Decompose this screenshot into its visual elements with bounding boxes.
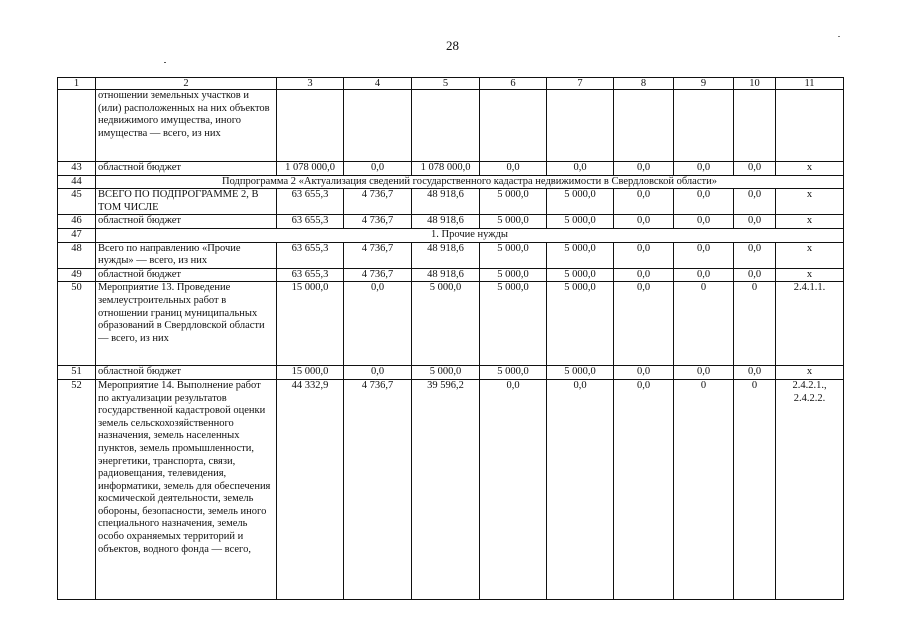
row-label: Всего по направлению «Прочие нужды» — всего, из них [96, 242, 277, 268]
table-row [58, 282, 844, 366]
column-header-11: 11 [776, 78, 844, 90]
cell-col-10: 0 [734, 379, 776, 599]
cell-col-5: 48 918,6 [412, 242, 480, 268]
table-row [58, 242, 844, 268]
cell-col-5: 39 596,2 [412, 379, 480, 599]
row-number: 44 [58, 175, 96, 189]
cell-col-9: 0,0 [674, 215, 734, 229]
cell-col-3: 63 655,3 [277, 268, 344, 282]
cell-col-8: 0,0 [614, 366, 674, 380]
cell-col-11: х [776, 242, 844, 268]
cell-col-9: 0 [674, 282, 734, 366]
cell-col-9: 0,0 [674, 162, 734, 176]
cell-col-7: 5 000,0 [547, 268, 614, 282]
cell-col-11 [776, 90, 844, 162]
cell-col-9: 0,0 [674, 189, 734, 215]
cell-col-9: 0,0 [674, 366, 734, 380]
cell-col-7: 5 000,0 [547, 242, 614, 268]
cell-col-3: 63 655,3 [277, 242, 344, 268]
section-row [58, 175, 844, 189]
cell-col-6: 5 000,0 [480, 242, 547, 268]
cell-col-7: 0,0 [547, 379, 614, 599]
column-header-9: 9 [674, 78, 734, 90]
row-label: областной бюджет [96, 162, 277, 176]
cell-col-4: 4 736,7 [344, 268, 412, 282]
cell-col-3: 15 000,0 [277, 282, 344, 366]
cell-col-7: 5 000,0 [547, 215, 614, 229]
table-row [58, 268, 844, 282]
cell-col-11: х [776, 189, 844, 215]
cell-col-5: 5 000,0 [412, 282, 480, 366]
column-header-3: 3 [277, 78, 344, 90]
row-number: 50 [58, 282, 96, 366]
row-label: Мероприятие 13. Проведение землеустроительных работ в отношении границ муниципальных образований в Свердловской области — всего, из них [96, 282, 277, 366]
row-label: областной бюджет [96, 215, 277, 229]
cell-col-8: 0,0 [614, 268, 674, 282]
row-label: ВСЕГО ПО ПОДПРОГРАММЕ 2, В ТОМ ЧИСЛЕ [96, 189, 277, 215]
row-label: областной бюджет [96, 268, 277, 282]
cell-col-6: 5 000,0 [480, 215, 547, 229]
section-row [58, 228, 844, 242]
row-number [58, 90, 96, 162]
cell-col-7 [547, 90, 614, 162]
cell-col-6 [480, 90, 547, 162]
row-number: 45 [58, 189, 96, 215]
row-label: областной бюджет [96, 366, 277, 380]
cell-col-7: 5 000,0 [547, 189, 614, 215]
cell-col-10: 0,0 [734, 268, 776, 282]
cell-col-5: 48 918,6 [412, 215, 480, 229]
row-label: Мероприятие 14. Выполнение работ по актуализации результатов государственной кадастровой оценки земель сельскохозяйственного назначения, земель населенных пунктов, земель промышленности, энергетики, транспорта, связи, радиовещания, телевидения, информатики, земель для обеспечения космической деятельности, земель обороны, безопасности, земель иного специального назначения, земель особо охраняемых территорий и объектов, водного фонда — всего, [96, 379, 277, 599]
cell-col-11: х [776, 162, 844, 176]
cell-col-6: 5 000,0 [480, 268, 547, 282]
cell-col-11: х [776, 215, 844, 229]
row-number: 51 [58, 366, 96, 380]
column-header-5: 5 [412, 78, 480, 90]
column-header-2: 2 [96, 78, 277, 90]
cell-col-3: 63 655,3 [277, 189, 344, 215]
section-title: Подпрограмма 2 «Актуализация сведений государственного кадастра недвижимости в Свердловской области» [96, 175, 844, 189]
table-row [58, 366, 844, 380]
table-row [58, 379, 844, 599]
cell-col-9: 0,0 [674, 242, 734, 268]
cell-col-4: 4 736,7 [344, 189, 412, 215]
scan-speck [164, 62, 166, 63]
cell-col-3: 15 000,0 [277, 366, 344, 380]
cell-col-4: 0,0 [344, 162, 412, 176]
cell-col-7: 5 000,0 [547, 366, 614, 380]
cell-col-6: 5 000,0 [480, 282, 547, 366]
cell-col-11: 2.4.2.1., 2.4.2.2. [776, 379, 844, 599]
cell-col-4: 0,0 [344, 366, 412, 380]
cell-col-6: 5 000,0 [480, 366, 547, 380]
cell-col-4: 0,0 [344, 282, 412, 366]
row-number: 43 [58, 162, 96, 176]
cell-col-10: 0,0 [734, 162, 776, 176]
cell-col-7: 5 000,0 [547, 282, 614, 366]
cell-col-11: х [776, 268, 844, 282]
row-number: 52 [58, 379, 96, 599]
cell-col-11: х [776, 366, 844, 380]
row-number: 48 [58, 242, 96, 268]
cell-col-10 [734, 90, 776, 162]
cell-col-5: 5 000,0 [412, 366, 480, 380]
column-header-8: 8 [614, 78, 674, 90]
cell-col-7: 0,0 [547, 162, 614, 176]
cell-col-3: 63 655,3 [277, 215, 344, 229]
cell-col-5: 1 078 000,0 [412, 162, 480, 176]
cell-col-4: 4 736,7 [344, 215, 412, 229]
cell-col-4: 4 736,7 [344, 242, 412, 268]
row-label: отношении земельных участков и (или) расположенных на них объектов недвижимого имущества, иного имущества — всего, из них [96, 90, 277, 162]
cell-col-8: 0,0 [614, 215, 674, 229]
cell-col-8: 0,0 [614, 189, 674, 215]
cell-col-5 [412, 90, 480, 162]
section-title: 1. Прочие нужды [96, 228, 844, 242]
page-number: 28 [446, 38, 459, 53]
row-number: 46 [58, 215, 96, 229]
cell-col-8: 0,0 [614, 242, 674, 268]
cell-col-8 [614, 90, 674, 162]
cell-col-10: 0,0 [734, 189, 776, 215]
table-row [58, 90, 844, 162]
header-row [58, 78, 844, 90]
cell-col-8: 0,0 [614, 162, 674, 176]
cell-col-3 [277, 90, 344, 162]
cell-col-10: 0,0 [734, 366, 776, 380]
scan-speck [838, 36, 840, 37]
table-row [58, 162, 844, 176]
cell-col-10: 0 [734, 282, 776, 366]
cell-col-10: 0,0 [734, 242, 776, 268]
row-number: 49 [58, 268, 96, 282]
cell-col-3: 44 332,9 [277, 379, 344, 599]
column-header-7: 7 [547, 78, 614, 90]
column-header-4: 4 [344, 78, 412, 90]
column-header-10: 10 [734, 78, 776, 90]
cell-col-6: 0,0 [480, 162, 547, 176]
cell-col-5: 48 918,6 [412, 189, 480, 215]
cell-col-6: 5 000,0 [480, 189, 547, 215]
row-number: 47 [58, 228, 96, 242]
table-row [58, 215, 844, 229]
budget-table [57, 77, 844, 600]
column-header-6: 6 [480, 78, 547, 90]
cell-col-5: 48 918,6 [412, 268, 480, 282]
cell-col-9 [674, 90, 734, 162]
cell-col-3: 1 078 000,0 [277, 162, 344, 176]
cell-col-8: 0,0 [614, 379, 674, 599]
cell-col-4: 4 736,7 [344, 379, 412, 599]
cell-col-6: 0,0 [480, 379, 547, 599]
cell-col-11: 2.4.1.1. [776, 282, 844, 366]
cell-col-8: 0,0 [614, 282, 674, 366]
cell-col-9: 0 [674, 379, 734, 599]
cell-col-10: 0,0 [734, 215, 776, 229]
table-row [58, 189, 844, 215]
cell-col-9: 0,0 [674, 268, 734, 282]
cell-col-4 [344, 90, 412, 162]
column-header-1: 1 [58, 78, 96, 90]
